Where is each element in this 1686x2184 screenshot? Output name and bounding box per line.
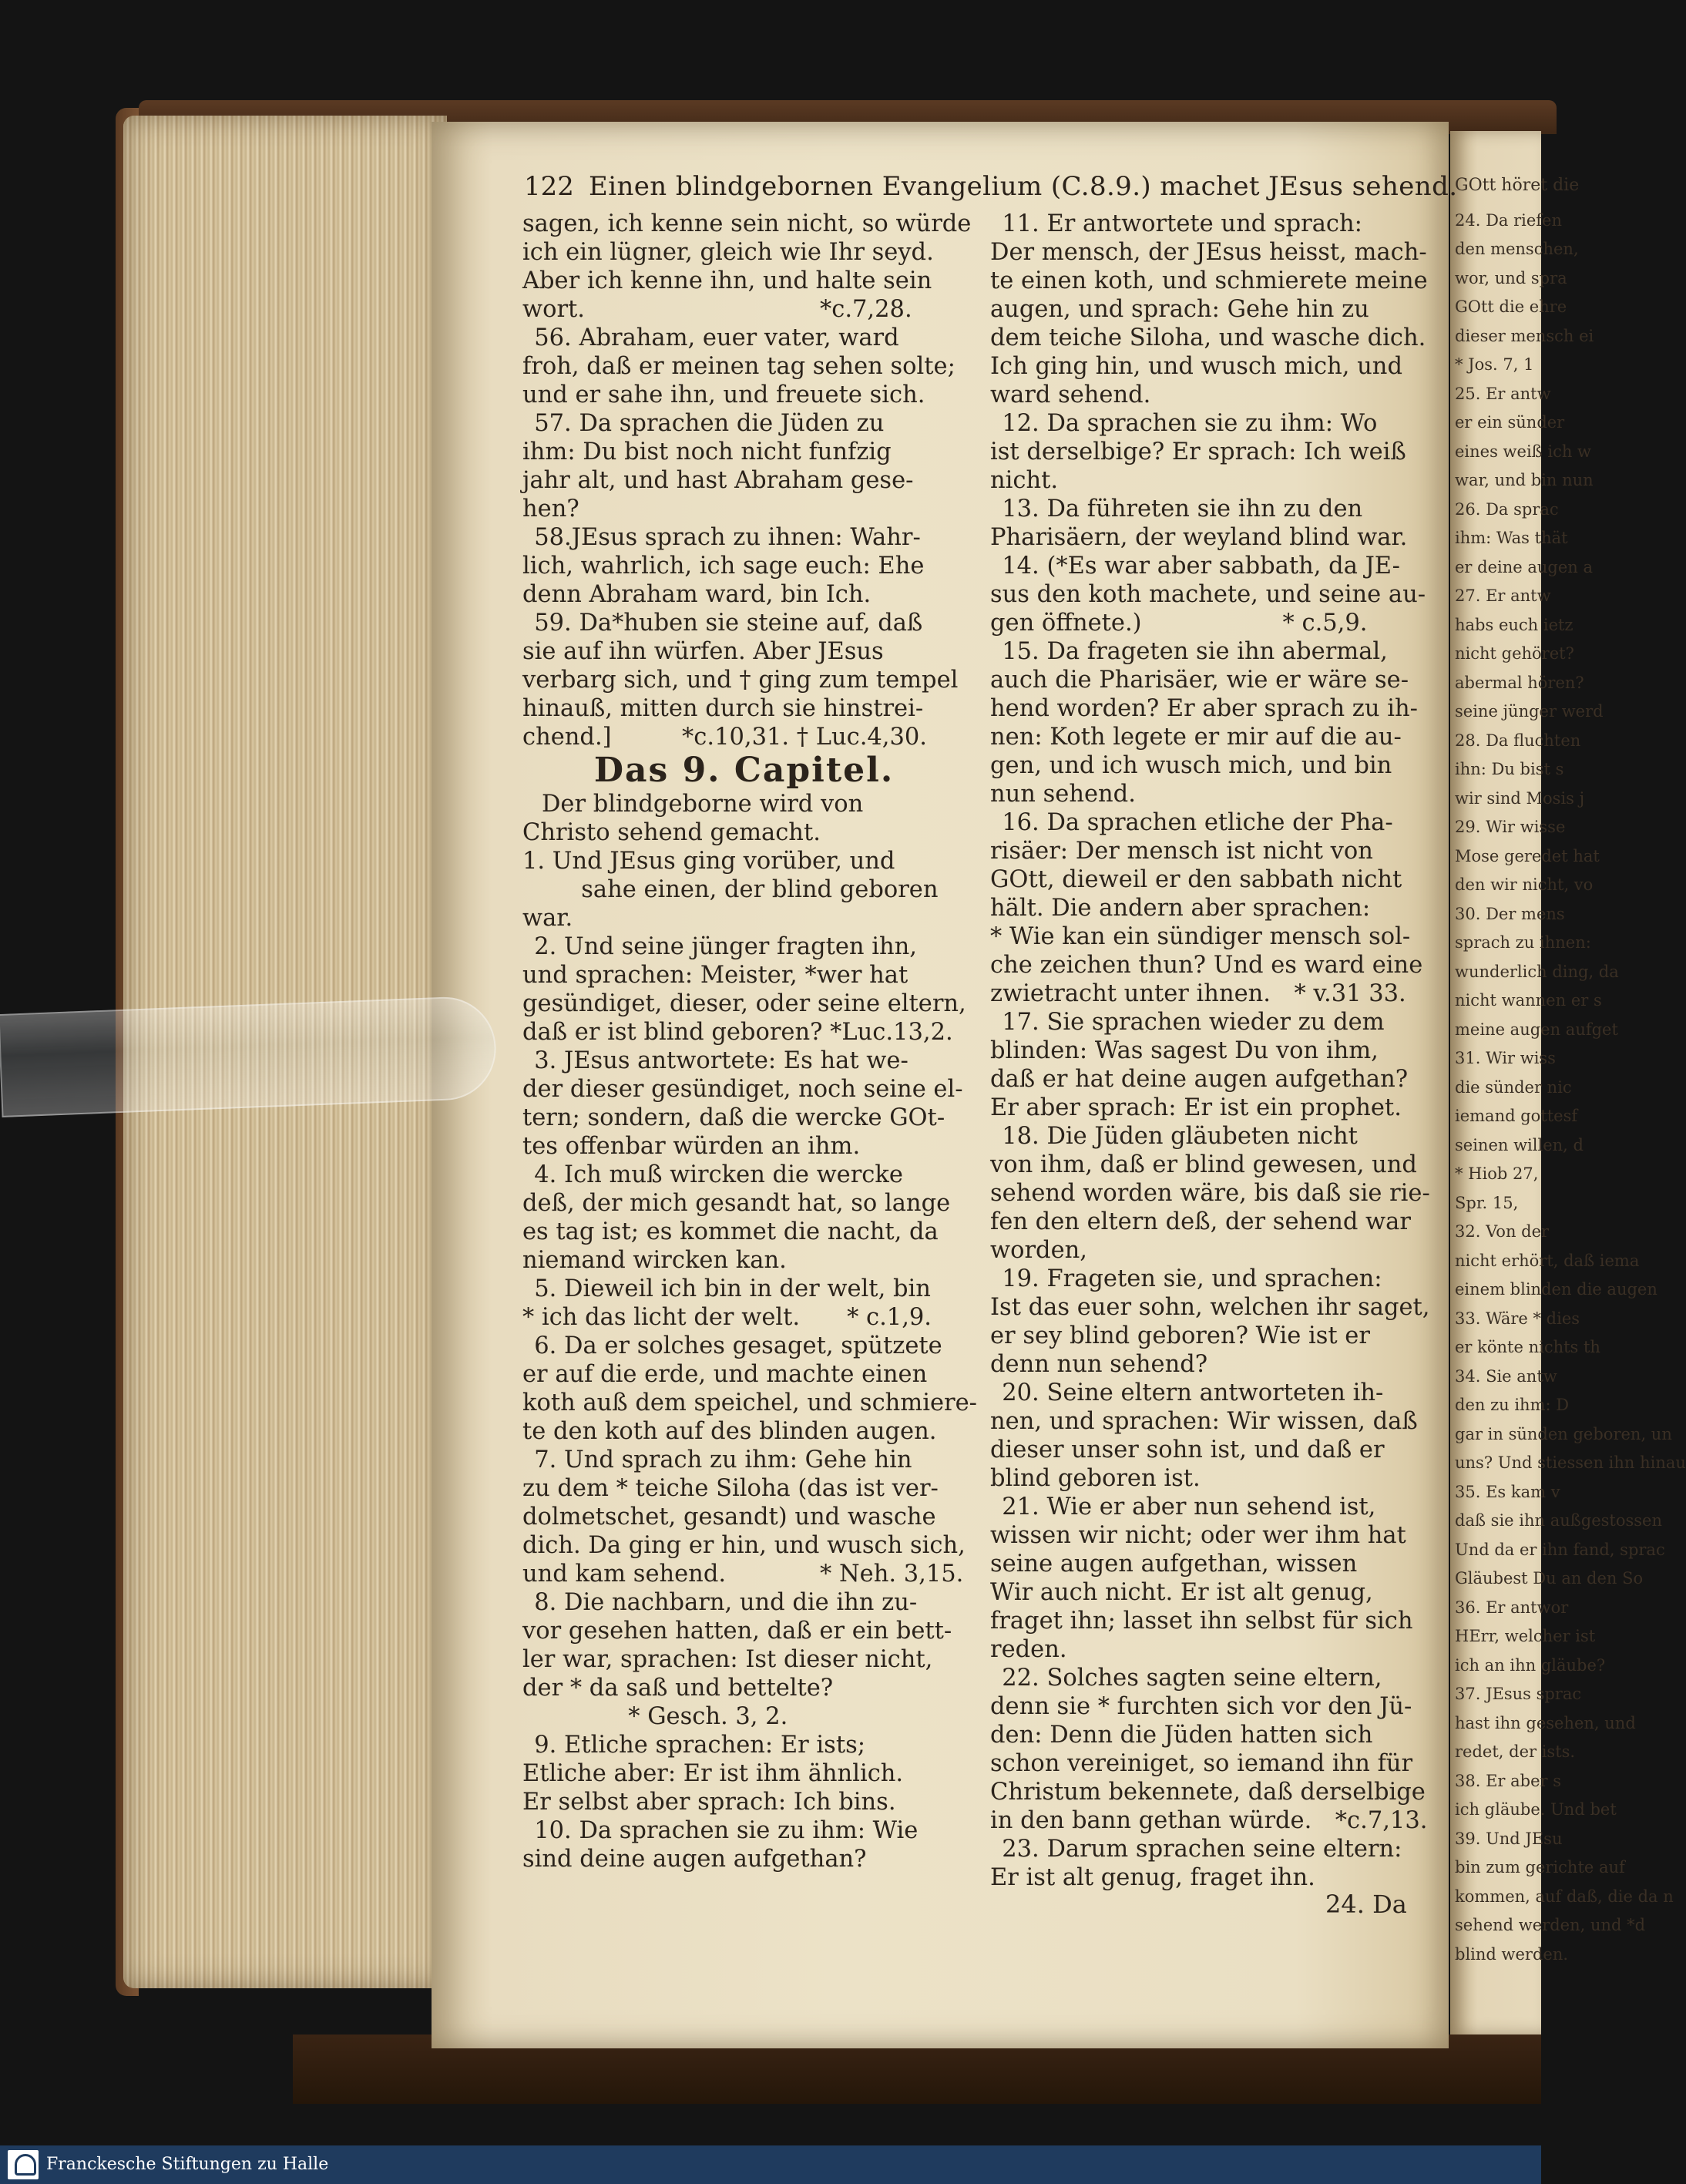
facing-page-line: abermal hören?: [1455, 673, 1584, 692]
text-line: hinauß, mitten durch sie hinstrei-: [522, 695, 924, 722]
running-title: Einen blindgebornen Evangelium (C.8.9.) machet JEsus sehend.: [589, 171, 1458, 202]
text-line: Pharisäern, der weyland blind war.: [990, 524, 1408, 551]
facing-page-line: nicht wannen er s: [1455, 991, 1602, 1010]
text-line: seine augen aufgethan, wissen: [990, 1551, 1358, 1578]
facing-page-line: 24. Da riefen: [1455, 210, 1563, 230]
facing-page-line: 29. Wir wisse: [1455, 818, 1566, 836]
text-line: denn sie * furchten sich vor den Jü-: [990, 1693, 1412, 1720]
facing-page-line: 39. Und JEsu: [1455, 1829, 1563, 1848]
text-line: worden,: [990, 1237, 1087, 1264]
text-line: chend.] *c.10,31. † Luc.4,30.: [522, 724, 927, 751]
facing-page-line: 27. Er antw: [1455, 586, 1551, 605]
facing-page-line: Mose geredet hat: [1455, 846, 1600, 865]
facing-page-line: gar in sünden geboren, un: [1455, 1424, 1672, 1443]
text-line: 22. Solches sagten seine eltern,: [990, 1665, 1382, 1692]
facing-page-line: 38. Er aber s: [1455, 1771, 1561, 1790]
facing-page-line: 25. Er antw: [1455, 384, 1551, 403]
text-line: * Wie kan ein sündiger mensch sol-: [990, 923, 1411, 950]
text-line: ich ein lügner, gleich wie Ihr seyd.: [522, 239, 934, 266]
text-line: 1. Und JEsus ging vorüber, und: [522, 848, 895, 875]
text-line: und sprachen: Meister, *wer hat: [522, 962, 908, 989]
text-line: war.: [522, 905, 573, 932]
facing-page-line: 31. Wir wiss: [1455, 1049, 1556, 1067]
facing-page-line: die sünder nic: [1455, 1077, 1572, 1097]
facing-page-line: sprach zu ihnen:: [1455, 933, 1591, 952]
text-line: gen öffnete.) * c.5,9.: [990, 610, 1368, 637]
text-line: 57. Da sprachen die Jüden zu: [522, 410, 885, 437]
footer-institution-name: Franckesche Stiftungen zu Halle: [46, 2155, 329, 2174]
text-line: gen, und ich wusch mich, und bin: [990, 752, 1392, 779]
facing-page-line: er ein sünder: [1455, 413, 1565, 432]
text-line: 9. Etliche sprachen: Er ists;: [522, 1732, 866, 1759]
text-line: sahe einen, der blind geboren: [522, 876, 939, 903]
text-line: 13. Da führeten sie ihn zu den: [990, 496, 1363, 522]
text-line: che zeichen thun? Und es ward eine: [990, 952, 1423, 979]
facing-page-line: den zu ihm: D: [1455, 1396, 1570, 1414]
facing-page-line: wunderlich ding, da: [1455, 962, 1619, 981]
facing-page-line: habs euch ietz: [1455, 615, 1573, 634]
text-line: 17. Sie sprachen wieder zu dem: [990, 1009, 1385, 1036]
facing-page-line: dieser mensch ei: [1455, 326, 1594, 345]
text-line: koth auß dem speichel, und schmiere-: [522, 1389, 977, 1416]
text-line: Ich ging hin, und wusch mich, und: [990, 353, 1402, 380]
text-line: 16. Da sprachen etliche der Pha-: [990, 809, 1393, 836]
text-line: hält. Die andern aber sprachen:: [990, 895, 1371, 922]
text-line: 10. Da sprachen sie zu ihm: Wie: [522, 1817, 919, 1844]
facing-page-line: 28. Da fluchten: [1455, 731, 1581, 750]
text-line: Er selbst aber sprach: Ich bins.: [522, 1789, 896, 1816]
text-line: und kam sehend. * Neh. 3,15.: [522, 1561, 964, 1588]
facing-page-line: 35. Es kam v: [1455, 1482, 1560, 1501]
facing-page-line: ich an ihn gläube?: [1455, 1655, 1606, 1675]
text-line: nen: Koth legete er mir auf die au-: [990, 724, 1402, 751]
text-line: sagen, ich kenne sein nicht, so würde: [522, 210, 972, 237]
text-line: te den koth auf des blinden augen.: [522, 1418, 937, 1445]
text-line: fraget ihn; lasset ihn selbst für sich: [990, 1608, 1413, 1635]
text-line: Christum bekennete, daß derselbige: [990, 1779, 1426, 1806]
facing-page-line: nicht erhört, daß iema: [1455, 1251, 1640, 1270]
text-line: Er aber sprach: Er ist ein prophet.: [990, 1094, 1402, 1121]
facing-page-line: GOtt die ehre: [1455, 297, 1567, 316]
text-line: 19. Frageten sie, und sprachen:: [990, 1265, 1382, 1292]
facing-page-line: iemand gottesf: [1455, 1107, 1578, 1125]
text-line: auch die Pharisäer, wie er wäre se-: [990, 667, 1409, 694]
text-line: sind deine augen aufgethan?: [522, 1846, 867, 1873]
facing-page-line: GOtt höret die: [1455, 176, 1580, 195]
text-line: augen, und sprach: Gehe hin zu: [990, 296, 1369, 323]
text-line: 15. Da frageten sie ihn abermal,: [990, 638, 1388, 665]
text-line: nen, und sprachen: Wir wissen, daß: [990, 1408, 1418, 1435]
text-line: * ich das licht der welt. * c.1,9.: [522, 1304, 932, 1331]
text-line: 4. Ich muß wircken die wercke: [522, 1161, 903, 1188]
text-line: te einen koth, und schmierete meine: [990, 267, 1428, 294]
text-line: Christo sehend gemacht.: [522, 819, 821, 846]
text-line: blind geboren ist.: [990, 1465, 1201, 1492]
text-line: tes offenbar würden an ihm.: [522, 1133, 861, 1160]
text-line: fen den eltern deß, der sehend war: [990, 1208, 1411, 1235]
text-line: 3. JEsus antwortete: Es hat we-: [522, 1047, 908, 1074]
text-line: zwietracht unter ihnen. * v.31 33.: [990, 980, 1406, 1007]
text-line: Er ist alt genug, fraget ihn.: [990, 1864, 1315, 1891]
facing-page-line: daß sie ihn außgestossen: [1455, 1511, 1663, 1530]
facing-page-line: er könte nichts th: [1455, 1338, 1600, 1356]
text-line: tern; sondern, daß die wercke GOt-: [522, 1104, 945, 1131]
facing-page-line: 32. Von der: [1455, 1222, 1550, 1241]
facing-page-line: redet, der ists.: [1455, 1742, 1576, 1761]
facing-page-line: den wir nicht, vo: [1455, 875, 1594, 894]
facing-page-line: er deine augen a: [1455, 557, 1593, 576]
text-line: Wir auch nicht. Er ist alt genug,: [990, 1579, 1373, 1606]
facing-page-line: seine jünger werd: [1455, 702, 1604, 721]
text-line: dolmetschet, gesandt) und wasche: [522, 1504, 936, 1530]
text-line: er auf die erde, und machte einen: [522, 1361, 928, 1388]
facing-page-line: 33. Wäre * dies: [1455, 1309, 1580, 1328]
text-line: 12. Da sprachen sie zu ihm: Wo: [990, 410, 1378, 437]
text-line: Der blindgeborne wird von: [522, 791, 864, 818]
text-line: Ist das euer sohn, welchen ihr saget,: [990, 1294, 1430, 1321]
text-line: ler war, sprachen: Ist dieser nicht,: [522, 1646, 933, 1673]
facing-page-line: uns? Und stiessen ihn hinau: [1455, 1453, 1686, 1472]
chapter-title: Das 9. Capitel.: [593, 751, 895, 790]
text-line: ist derselbige? Er sprach: Ich weiß: [990, 438, 1406, 465]
text-line: 7. Und sprach zu ihm: Gehe hin: [522, 1446, 912, 1473]
text-line: der * da saß und bettelte?: [522, 1675, 834, 1702]
facing-page-line: Spr. 15,: [1455, 1193, 1519, 1212]
text-line: dem teiche Siloha, und wasche dich.: [990, 324, 1426, 351]
facing-page-line: ihm: Was thät: [1455, 529, 1568, 547]
facing-page-line: * Jos. 7, 1: [1455, 355, 1534, 374]
facing-page-line: eines weiß ich w: [1455, 442, 1592, 461]
text-line: von ihm, daß er blind gewesen, und: [990, 1151, 1417, 1178]
facing-page-line: ich gläube. Und bet: [1455, 1800, 1617, 1819]
text-line: nicht.: [990, 467, 1059, 494]
catchword: 24. Da: [1325, 1890, 1407, 1919]
text-line: 56. Abraham, euer vater, ward: [522, 324, 899, 351]
text-line: in den bann gethan würde. *c.7,13.: [990, 1807, 1428, 1834]
text-line: ward sehend.: [990, 381, 1151, 408]
text-line: und er sahe ihn, und freuete sich.: [522, 381, 925, 408]
text-line: wissen wir nicht; oder wer ihm hat: [990, 1522, 1406, 1549]
text-line: den: Denn die Jüden hatten sich: [990, 1722, 1373, 1749]
facing-page-line: seinen willen, d: [1455, 1135, 1584, 1154]
text-line: denn Abraham ward, bin Ich.: [522, 581, 872, 608]
facing-page-line: den menschen,: [1455, 240, 1579, 258]
glass-page-weight: [0, 995, 498, 1117]
facing-page-line: 37. JEsus sprac: [1455, 1685, 1582, 1703]
left-text-column: [522, 210, 977, 1873]
text-line: 5. Dieweil ich bin in der welt, bin: [522, 1275, 931, 1302]
text-line: sie auf ihn würfen. Aber JEsus: [522, 638, 884, 665]
text-line: lich, wahrlich, ich sage euch: Ehe: [522, 553, 925, 580]
facing-page-line: hast ihn gesehen, und: [1455, 1713, 1636, 1732]
facing-page-line: sehend werden, und *d: [1455, 1916, 1646, 1934]
text-line: Etliche aber: Er ist ihm ähnlich.: [522, 1760, 904, 1787]
text-line: gesündiget, dieser, oder seine eltern,: [522, 990, 966, 1017]
text-line: 20. Seine eltern antworteten ih-: [990, 1379, 1384, 1406]
text-line: * Gesch. 3, 2.: [522, 1703, 788, 1730]
text-line: niemand wircken kan.: [522, 1247, 787, 1274]
text-line: 58.JEsus sprach zu ihnen: Wahr-: [522, 524, 921, 551]
text-line: Aber ich kenne ihn, und halte sein: [522, 267, 932, 294]
text-line: wort. *c.7,28.: [522, 296, 912, 323]
facing-page-line: wir sind Mosis j: [1455, 788, 1585, 808]
text-line: 11. Er antwortete und sprach:: [990, 210, 1362, 237]
facing-page-line: 30. Der mens: [1455, 904, 1565, 923]
text-line: 2. Und seine jünger fragten ihn,: [522, 933, 918, 960]
text-line: reden.: [990, 1636, 1067, 1663]
text-line: der dieser gesündiget, noch seine el-: [522, 1076, 963, 1103]
text-line: 21. Wie er aber nun sehend ist,: [990, 1494, 1376, 1520]
text-line: hend worden? Er aber sprach zu ih-: [990, 695, 1418, 722]
facing-page-line: einem blinden die augen: [1455, 1280, 1657, 1299]
text-line: 23. Darum sprachen seine eltern:: [990, 1836, 1402, 1863]
running-header: [524, 171, 1458, 207]
facing-page-line: 34. Sie antw: [1455, 1366, 1557, 1386]
facing-page-line: Gläubest Du an den So: [1455, 1569, 1644, 1588]
text-line: dich. Da ging er hin, und wusch sich,: [522, 1532, 966, 1559]
text-line: zu dem * teiche Siloha (das ist ver-: [522, 1475, 939, 1502]
right-text-column: [990, 210, 1430, 1892]
text-line: froh, daß er meinen tag sehen solte;: [522, 353, 956, 380]
facing-page-line: 36. Er antwor: [1455, 1598, 1569, 1617]
text-line: hen?: [522, 496, 579, 522]
text-line: denn nun sehend?: [990, 1351, 1208, 1378]
text-line: sus den koth machete, und seine au-: [990, 581, 1426, 608]
text-line: vor gesehen hatten, daß er ein bett-: [522, 1618, 952, 1645]
francke-foundations-logo-icon: [8, 2150, 39, 2179]
facing-page-line: bin zum gerichte auf: [1455, 1858, 1625, 1877]
facing-page-line: meine augen aufget: [1455, 1020, 1618, 1039]
text-line: dieser unser sohn ist, und daß er: [990, 1436, 1385, 1463]
text-line: schon vereiniget, so iemand ihn für: [990, 1750, 1413, 1777]
text-line: 14. (*Es war aber sabbath, da JE-: [990, 553, 1400, 580]
facing-page-line: wor, und spra: [1455, 268, 1567, 287]
text-line: sehend worden wäre, bis daß sie rie-: [990, 1180, 1430, 1207]
text-line: 8. Die nachbarn, und die ihn zu-: [522, 1589, 918, 1616]
facing-page-line: Und da er ihn fand, sprac: [1455, 1540, 1665, 1559]
text-line: nun sehend.: [990, 781, 1136, 808]
facing-page-line: HErr, welcher ist: [1455, 1627, 1596, 1645]
facing-page-line: kommen, auf daß, die da n: [1455, 1887, 1674, 1906]
facing-page-line: blind werden.: [1455, 1944, 1569, 1964]
text-line: jahr alt, und hast Abraham gese-: [522, 467, 914, 494]
text-line: 59. Da*huben sie steine auf, daß: [522, 610, 923, 637]
text-line: 18. Die Jüden gläubeten nicht: [990, 1123, 1358, 1150]
text-line: blinden: Was sagest Du von ihm,: [990, 1037, 1379, 1064]
facing-page-line: ihn: Du bist s: [1455, 760, 1564, 778]
page-number: 122: [524, 171, 574, 202]
facing-page-line: * Hiob 27,: [1455, 1164, 1539, 1183]
text-line: daß er ist blind geboren? *Luc.13,2.: [522, 1019, 953, 1046]
text-line: deß, der mich gesandt hat, so lange: [522, 1190, 951, 1217]
text-line: GOtt, dieweil er den sabbath nicht: [990, 866, 1402, 893]
text-line: er sey blind geboren? Wie ist er: [990, 1322, 1370, 1349]
facing-page-fragment: [1450, 131, 1686, 2034]
text-line: Der mensch, der JEsus heisst, mach-: [990, 239, 1427, 266]
facing-page-line: war, und bin nun: [1455, 471, 1594, 489]
text-line: 6. Da er solches gesaget, spützete: [522, 1332, 942, 1359]
text-line: daß er hat deine augen aufgethan?: [990, 1066, 1409, 1093]
facing-page-line: 26. Da sprac: [1455, 499, 1559, 519]
text-line: es tag ist; es kommet die nacht, da: [522, 1218, 939, 1245]
text-line: ihm: Du bist noch nicht funfzig: [522, 438, 892, 465]
text-line: verbarg sich, und † ging zum tempel: [522, 667, 959, 694]
text-line: risäer: Der mensch ist nicht von: [990, 838, 1373, 865]
facing-page-line: nicht gehöret?: [1455, 644, 1574, 663]
